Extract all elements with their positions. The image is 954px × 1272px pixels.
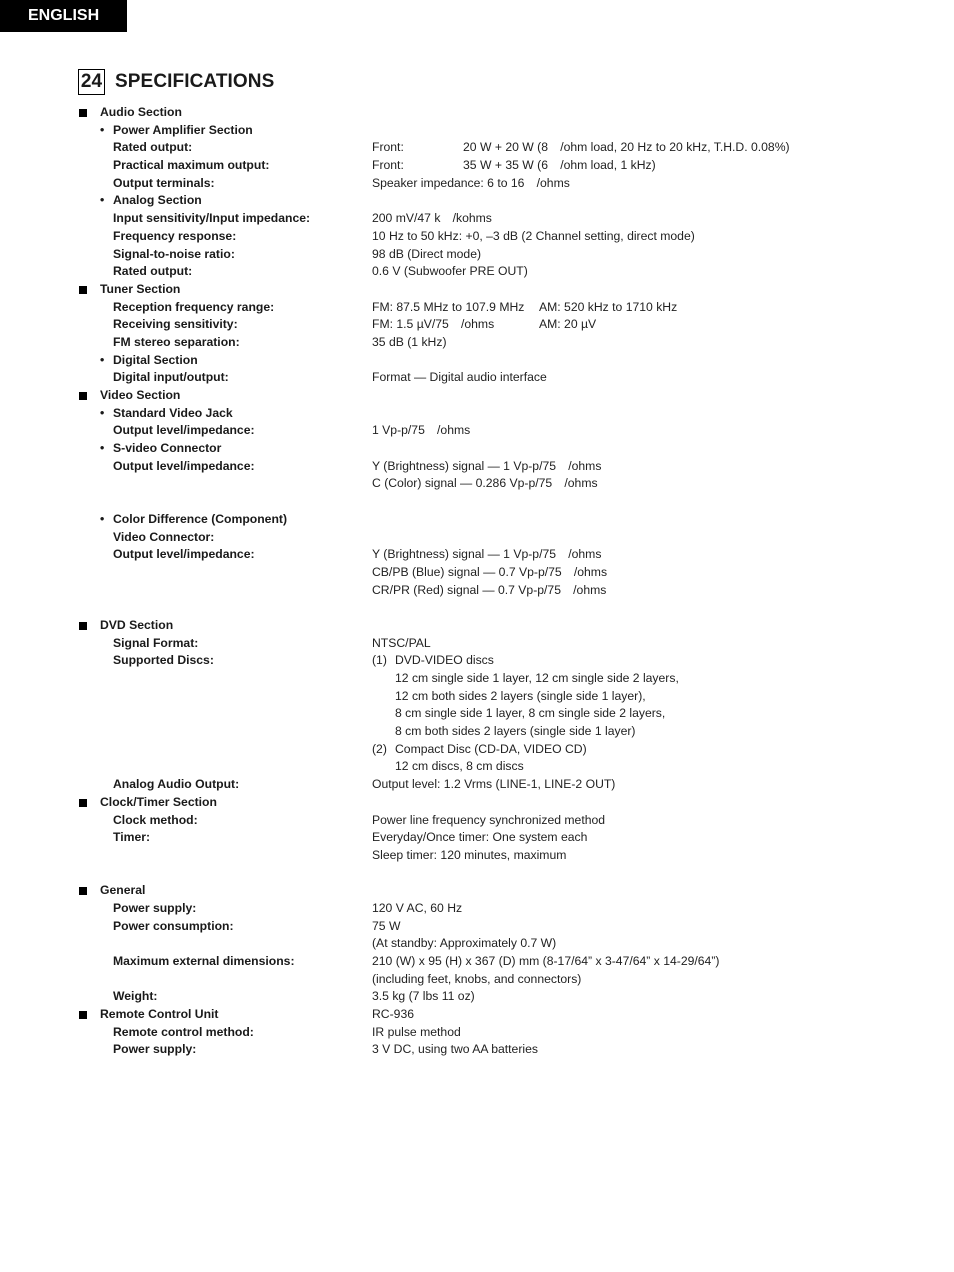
spec-value: 35 dB (1 kHz) bbox=[372, 334, 447, 349]
spec-continuation-row bbox=[0, 688, 954, 706]
spec-value: FM: 87.5 MHz to 107.9 MHz bbox=[372, 299, 525, 314]
spec-label: Output level/impedance: bbox=[113, 423, 255, 438]
spec-value: 0.6 V (Subwoofer PRE OUT) bbox=[372, 264, 528, 279]
subsection-label: Standard Video Jack bbox=[113, 405, 233, 420]
spec-label: Output level/impedance: bbox=[113, 458, 255, 473]
spec-continuation-row bbox=[0, 758, 954, 776]
spec-continuation-row bbox=[0, 564, 954, 582]
spec-row bbox=[0, 246, 954, 264]
spec-continuation-row bbox=[0, 582, 954, 600]
spec-row bbox=[0, 776, 954, 794]
spec-row bbox=[0, 369, 954, 387]
spec-row bbox=[0, 299, 954, 317]
spec-row bbox=[0, 953, 954, 971]
section-row-audio bbox=[0, 104, 954, 122]
spec-value: Speaker impedance: 6 to 16 /ohms bbox=[372, 175, 570, 190]
section-row-general bbox=[0, 882, 954, 900]
spacer bbox=[0, 599, 954, 617]
spec-label: Power supply: bbox=[113, 1042, 197, 1057]
subsection-row bbox=[0, 405, 954, 423]
spec-label: Analog Audio Output: bbox=[113, 777, 240, 792]
spec-continuation-row bbox=[0, 670, 954, 688]
spec-label: Output level/impedance: bbox=[113, 547, 255, 562]
square-bullet-icon bbox=[79, 286, 87, 294]
spec-row bbox=[0, 316, 954, 334]
subsection-label: Color Difference (Component) bbox=[113, 511, 288, 526]
spec-label: Rated output: bbox=[113, 140, 193, 155]
spec-value: FM: 1.5 µV/75 /ohms bbox=[372, 317, 495, 332]
spec-value: 200 mV/47 k /kohms bbox=[372, 211, 492, 226]
spec-label: Practical maximum output: bbox=[113, 158, 270, 173]
section-label: DVD Section bbox=[100, 617, 174, 632]
spec-continuation-row bbox=[0, 723, 954, 741]
spec-row bbox=[0, 139, 954, 157]
subsection-row bbox=[0, 440, 954, 458]
spec-value: DVD-VIDEO discs bbox=[395, 653, 494, 668]
page-heading bbox=[78, 69, 274, 95]
spec-label: Timer: bbox=[113, 830, 151, 845]
spec-value: 12 cm single side 1 layer, 12 cm single side 2 layers, bbox=[395, 671, 679, 685]
spec-label: Signal-to-noise ratio: bbox=[113, 246, 235, 261]
dot-bullet-icon: • bbox=[100, 405, 105, 420]
spec-label: Weight: bbox=[113, 989, 158, 1004]
list-number: (1) bbox=[372, 653, 387, 668]
subsection-row bbox=[0, 352, 954, 370]
spec-row bbox=[0, 210, 954, 228]
spec-value: Format — Digital audio interface bbox=[372, 370, 547, 385]
section-row-tuner bbox=[0, 281, 954, 299]
subsection-label: Analog Section bbox=[113, 193, 202, 208]
spec-value: Everyday/Once timer: One system each bbox=[372, 830, 588, 845]
square-bullet-icon bbox=[79, 392, 87, 400]
subsection-row bbox=[0, 122, 954, 140]
spacer bbox=[0, 493, 954, 511]
dot-bullet-icon: • bbox=[100, 122, 105, 137]
page-title: SPECIFICATIONS bbox=[115, 71, 275, 92]
spec-value: (At standby: Approximately 0.7 W) bbox=[372, 936, 557, 951]
spec-value: 1 Vp-p/75 /ohms bbox=[372, 423, 471, 438]
spec-value: CR/PR (Red) signal — 0.7 Vp-p/75 /ohms bbox=[372, 582, 607, 597]
spec-row bbox=[0, 988, 954, 1006]
language-tab: ENGLISH bbox=[0, 0, 127, 32]
subsection-label: Power Amplifier Section bbox=[113, 122, 253, 137]
spec-value: Front: bbox=[372, 140, 404, 155]
spec-value: Y (Brightness) signal — 1 Vp-p/75 /ohms bbox=[372, 547, 602, 562]
square-bullet-icon bbox=[79, 622, 87, 630]
section-row-remote bbox=[0, 1006, 954, 1024]
spec-value: 3 V DC, using two AA batteries bbox=[372, 1042, 538, 1057]
spec-value: (including feet, knobs, and connectors) bbox=[372, 971, 582, 986]
dot-bullet-icon: • bbox=[100, 441, 105, 456]
spec-row bbox=[0, 1024, 954, 1042]
spacer bbox=[0, 865, 954, 883]
section-row-dvd bbox=[0, 617, 954, 635]
spec-value: 12 cm both sides 2 layers (single side 1 layer), bbox=[395, 688, 646, 703]
list-number: (2) bbox=[372, 741, 387, 756]
section-label: Remote Control Unit bbox=[100, 1007, 219, 1022]
spec-row bbox=[0, 422, 954, 440]
spec-label: Input sensitivity/Input impedance: bbox=[113, 211, 311, 226]
section-label: Video Section bbox=[100, 388, 181, 402]
spec-value: 210 (W) x 95 (H) x 367 (D) mm (8-17/64” x 3-47/64” x 14-29/64”) bbox=[372, 954, 720, 968]
spec-value: 98 dB (Direct mode) bbox=[372, 246, 482, 261]
square-bullet-icon bbox=[79, 799, 87, 807]
spec-value: CB/PB (Blue) signal — 0.7 Vp-p/75 /ohms bbox=[372, 564, 608, 579]
spec-continuation-row bbox=[0, 741, 954, 759]
spec-value: AM: 520 kHz to 1710 kHz bbox=[539, 299, 678, 314]
square-bullet-icon bbox=[79, 887, 87, 895]
subsection-row bbox=[0, 192, 954, 210]
dot-bullet-icon: • bbox=[100, 352, 105, 367]
spec-value: 20 W + 20 W (8 /ohm load, 20 Hz to 20 kHz, T.H.D. 0.08%) bbox=[463, 140, 790, 155]
subsection-row bbox=[0, 529, 954, 547]
subsection-label: Digital Section bbox=[113, 352, 198, 367]
spec-label: Frequency response: bbox=[113, 228, 237, 243]
spec-continuation-row bbox=[0, 847, 954, 865]
spec-label: Rated output: bbox=[113, 264, 193, 279]
subsection-label: Video Connector: bbox=[113, 529, 215, 544]
spec-row bbox=[0, 1041, 954, 1059]
spec-row bbox=[0, 652, 954, 670]
spec-row bbox=[0, 228, 954, 246]
spec-value: 75 W bbox=[372, 918, 401, 933]
subsection-label: S-video Connector bbox=[113, 441, 222, 456]
square-bullet-icon bbox=[79, 109, 87, 117]
spec-label: FM stereo separation: bbox=[113, 334, 240, 349]
section-row-clock bbox=[0, 794, 954, 812]
spec-continuation-row bbox=[0, 475, 954, 493]
section-row-video bbox=[0, 387, 954, 405]
spec-row bbox=[0, 263, 954, 281]
spec-value: Output level: 1.2 Vrms (LINE-1, LINE-2 OUT) bbox=[372, 777, 616, 792]
spec-label: Remote control method: bbox=[113, 1024, 254, 1039]
subsection-row bbox=[0, 511, 954, 529]
spec-row bbox=[0, 334, 954, 352]
spec-label: Receiving sensitivity: bbox=[113, 317, 238, 332]
spec-value: 8 cm both sides 2 layers (single side 1 layer) bbox=[395, 724, 636, 739]
spec-label: Power supply: bbox=[113, 900, 197, 915]
spec-label: Maximum external dimensions: bbox=[113, 954, 295, 968]
spec-row bbox=[0, 635, 954, 653]
spec-value: 35 W + 35 W (6 /ohm load, 1 kHz) bbox=[463, 158, 656, 173]
spec-value: Front: bbox=[372, 158, 404, 173]
spec-continuation-row bbox=[0, 935, 954, 953]
spec-value: RC-936 bbox=[372, 1007, 414, 1022]
section-label: General bbox=[100, 883, 146, 898]
spec-value: NTSC/PAL bbox=[372, 635, 431, 650]
spec-label: Signal Format: bbox=[113, 635, 199, 650]
spec-continuation-row bbox=[0, 971, 954, 989]
section-label: Clock/Timer Section bbox=[100, 794, 217, 809]
spec-value: Y (Brightness) signal — 1 Vp-p/75 /ohms bbox=[372, 458, 602, 473]
spec-row bbox=[0, 918, 954, 936]
spec-value: 10 Hz to 50 kHz: +0, –3 dB (2 Channel setting, direct mode) bbox=[372, 228, 695, 243]
spec-value: Power line frequency synchronized method bbox=[372, 812, 606, 827]
spec-value: Sleep timer: 120 minutes, maximum bbox=[372, 847, 567, 862]
spec-value: AM: 20 µV bbox=[539, 317, 597, 332]
section-label: Tuner Section bbox=[100, 281, 181, 296]
spec-row bbox=[0, 546, 954, 564]
spec-label: Clock method: bbox=[113, 812, 198, 827]
spec-value: Compact Disc (CD-DA, VIDEO CD) bbox=[395, 741, 587, 756]
dot-bullet-icon: • bbox=[100, 193, 105, 208]
spec-row bbox=[0, 812, 954, 830]
spec-label: Power consumption: bbox=[113, 918, 234, 933]
spec-row bbox=[0, 829, 954, 847]
spec-row bbox=[0, 900, 954, 918]
spec-row bbox=[0, 175, 954, 193]
dot-bullet-icon: • bbox=[100, 511, 105, 526]
spec-label: Digital input/output: bbox=[113, 370, 229, 385]
spec-row bbox=[0, 157, 954, 175]
spec-label: Reception frequency range: bbox=[113, 299, 275, 314]
section-label: Audio Section bbox=[100, 105, 182, 119]
square-bullet-icon bbox=[79, 1011, 87, 1019]
specifications-list bbox=[0, 104, 954, 1059]
spec-value: 3.5 kg (7 lbs 11 oz) bbox=[372, 989, 475, 1004]
section-number: 24 bbox=[78, 69, 105, 95]
spec-continuation-row bbox=[0, 705, 954, 723]
spec-row bbox=[0, 458, 954, 476]
spec-value: C (Color) signal — 0.286 Vp-p/75 /ohms bbox=[372, 476, 598, 491]
spec-value: 8 cm single side 1 layer, 8 cm single side 2 layers, bbox=[395, 706, 666, 721]
spec-value: 120 V AC, 60 Hz bbox=[372, 900, 463, 915]
spec-value: 12 cm discs, 8 cm discs bbox=[395, 759, 524, 774]
spec-label: Supported Discs: bbox=[113, 653, 214, 668]
spec-label: Output terminals: bbox=[113, 175, 215, 190]
spec-value: IR pulse method bbox=[372, 1024, 461, 1039]
